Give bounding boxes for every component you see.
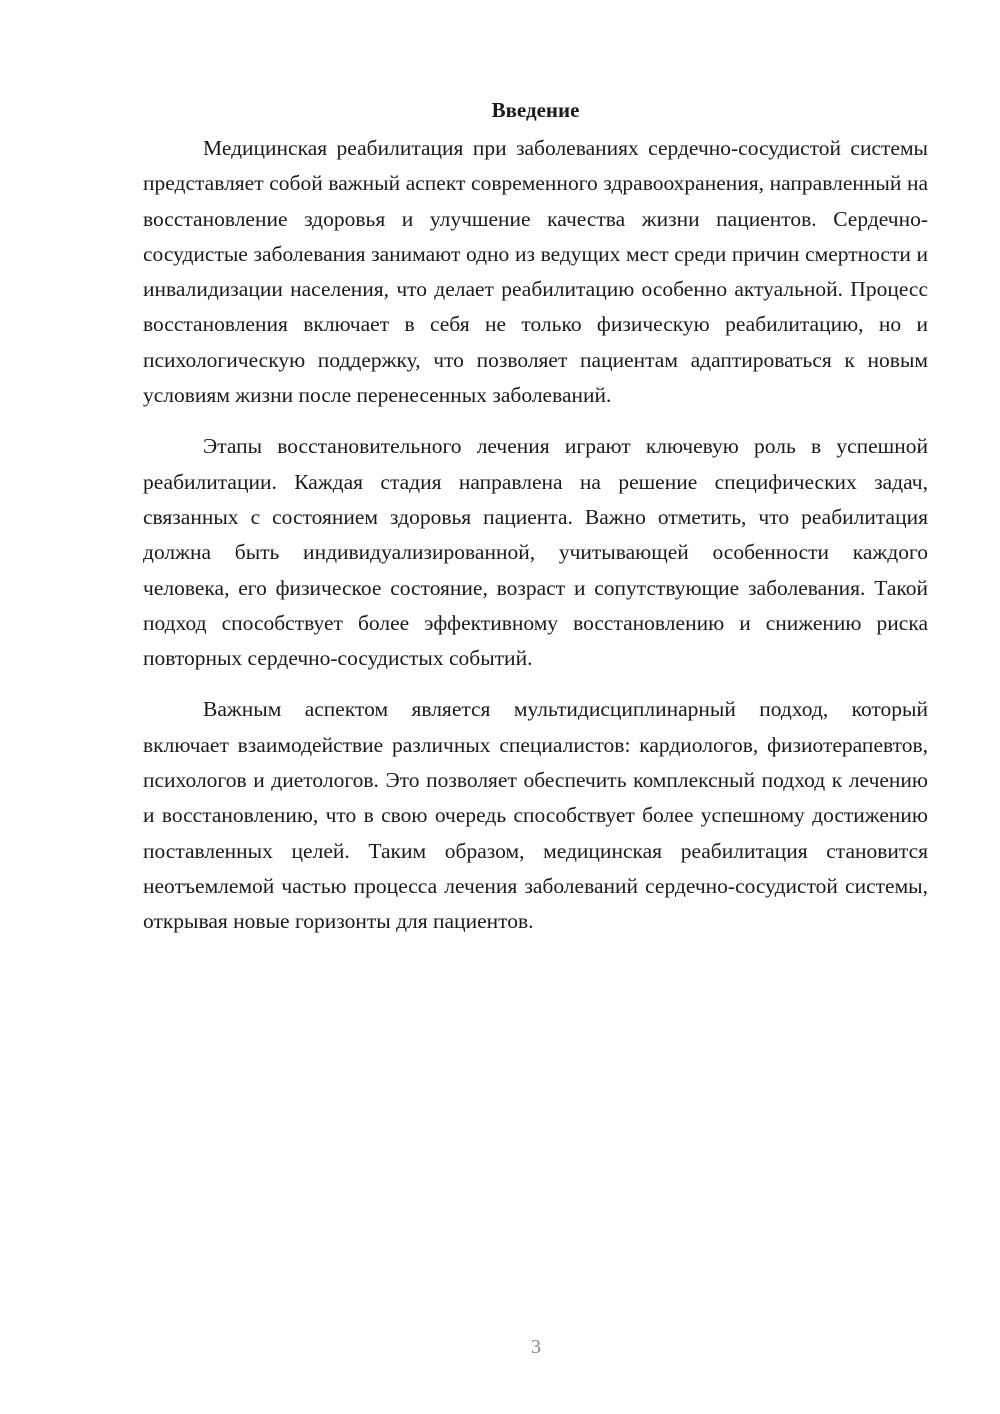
paragraph-3: Важным аспектом является мультидисциплинарный подход, который включает взаимодействие различных специалистов: кардиологов, физиотерапевтов, психологов и диетологов. Это позволяет обеспечить комплексный подход к лечению и восстановлению, что в свою очередь способствует более успешному достижению поставленных целей. Таким образом, медицинская реабилитация становится неотъемлемой частью процесса лечения заболеваний сердечно-сосудистой системы, открывая новые горизонты для пациентов. [143, 697, 928, 934]
section-heading: Введение [491, 98, 580, 122]
page-body [143, 95, 928, 956]
paragraph-2: Этапы восстановительного лечения играют ключевую роль в успешной реабилитации. Каждая стадия направлена на решение специфических задач, связанных с состоянием здоровья пациента. Важно отметить, что реабилитация должна быть индивидуализированной, учитывающей особенности каждого человека, его физическое состояние, возраст и сопутствующие заболевания. Такой подход способствует более эффективному восстановлению и снижению риска повторных сердечно-сосудистых событий. [143, 434, 928, 671]
page-number: 3 [531, 1336, 541, 1358]
paragraph-1: Медицинская реабилитация при заболеваниях сердечно-сосудистой системы представляет собой важный аспект современного здравоохранения, направленный на восстановление здоровья и улучшение качества жизни пациентов. Сердечно-сосудистые заболевания занимают одно из ведущих мест среди причин смертности и инвалидизации населения, что делает реабилитацию особенно актуальной. Процесс восстановления включает в себя не только физическую реабилитацию, но и психологическую поддержку, что позволяет пациентам адаптироваться к новым условиям жизни после перенесенных заболеваний. [143, 136, 928, 408]
